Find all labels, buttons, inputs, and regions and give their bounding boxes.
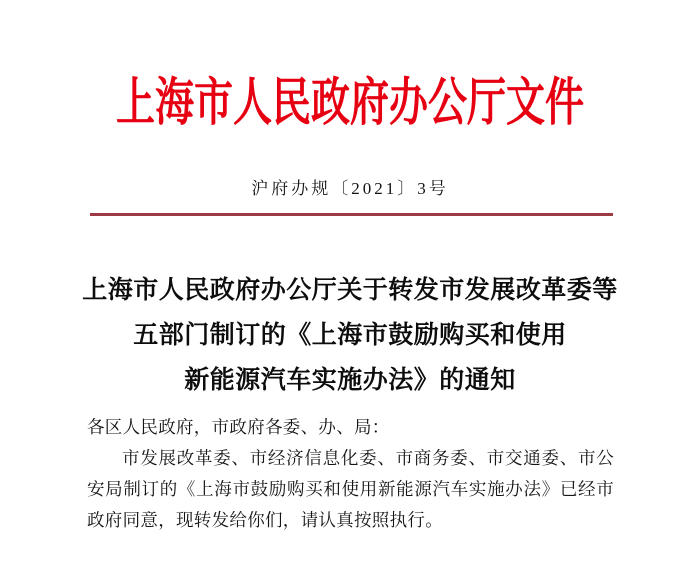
document-reference-number: 沪府办规〔2021〕3号 bbox=[251, 179, 449, 198]
salutation-line: 各区人民政府，市政府各委、办、局： bbox=[87, 417, 390, 437]
notice-title-line-2: 五部门制订的《上海市鼓励购买和使用 bbox=[133, 322, 567, 349]
red-divider-line bbox=[90, 213, 613, 216]
body-paragraph: 市发展改革委、市经济信息化委、市商务委、市交通委、市公安局制订的《上海市鼓励购买和使用新能源汽车实施办法》已经市政府同意，现转发给你们，请认真按照执行。 bbox=[87, 448, 614, 530]
notice-title-line-3: 新能源汽车实施办法》的通知 bbox=[184, 367, 516, 394]
document-body bbox=[87, 412, 614, 536]
issuing-authority-masthead: 上海市人民政府办公厅文件 bbox=[115, 74, 584, 133]
notice-title bbox=[40, 268, 660, 403]
notice-title-line-1: 上海市人民政府办公厅关于转发市发展改革委等 bbox=[82, 277, 618, 304]
